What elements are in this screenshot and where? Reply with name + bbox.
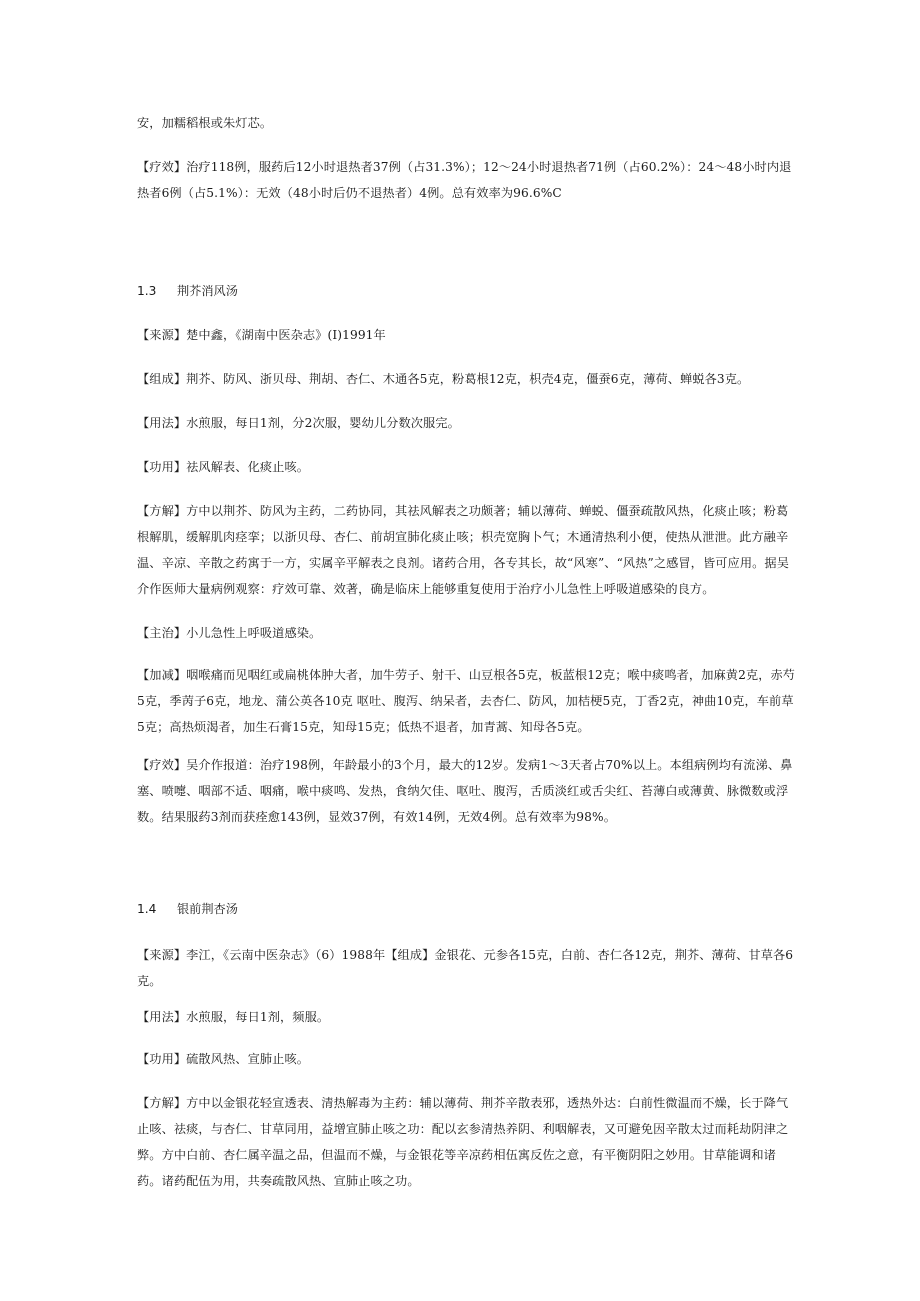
paragraph-efficacy: 【疗效】治疗118例，服药后12小时退热者37例（占31.3%）；12～24小时退热者71例（占60.2%）：24～48小时内退热者6例（占5.1%）：无效（48小时后仍不退热者）4例。总有效率为96.6%C (137, 160, 792, 200)
section-title: 银前荆杏汤 (177, 902, 238, 916)
section-heading-1-4 (137, 896, 238, 922)
paragraph-usage: 【用法】水煎服，每日1剂，频服。 (137, 1010, 330, 1024)
paragraph-function: 【功用】硫散风热、宣肺止咳。 (137, 1052, 310, 1066)
paragraph-modification: 【加减】咽喉痛而见咽红或扁桃体肿大者，加牛劳子、射干、山豆根各5克，板蓝根12克；喉中痰鸣者，加麻黄2克，赤芍5克，季苪子6克，地龙、蒲公英各10克 呕吐、腹泻、纳呆者，去杏仁、防风，加桔梗5克，丁香2克，神曲10克，车前草5克；高热烦渴者，加生石膏15克，知母15克；低热不退者，加青蒿、知母各5克。 (137, 668, 796, 734)
paragraph-explanation: 【方解】方中以金银花轻宣透表、清热解毒为主药：辅以薄荷、荆芥辛散表邪，透热外达：白前性微温而不燥，长于降气止咳、祛痰，与杏仁、甘草同用，益增宣肺止咳之功：配以玄参清热养阴、利咽解表，又可避免因辛散太过而耗劫阴津之弊。方中白前、杏仁属辛温之品，但温而不燥，与金银花等辛凉药相伍寓反佐之意，有平衡阴阳之妙用。甘草能调和诸药。诸药配伍为用，共奏疏散风热、宣肺止咳之功。 (137, 1096, 789, 1188)
section-title: 荆芥消风汤 (177, 284, 238, 298)
section-heading-1-3 (137, 278, 238, 304)
paragraph-continuation: 安，加糯稻根或朱灯芯。 (137, 116, 273, 130)
paragraph-source: 【来源】楚中鑫，《湖南中医杂志》(I)1991年 (137, 328, 386, 342)
paragraph-indication: 【主治】小儿急性上呼吸道感染。 (137, 626, 322, 640)
paragraph-function: 【功用】祛风解表、化痰止咳。 (137, 460, 310, 474)
paragraph-efficacy-1-3: 【疗效】吴介作报道：治疗198例，年龄最小的3个月，最大的12岁。发病1～3天者占70%以上。本组病例均有流涕、鼻塞、喷嚏、咽部不适、咽痛，喉中痰鸣、发热，食纳欠佳、呕吐、腹泻，舌质淡红或舌尖红、苔薄白或薄黄、脉微数或浮数。结果服药3剂而获痊愈143例，显效37例，有效14例，无效4例。总有效率为98%。 (137, 758, 793, 824)
section-number: 1.4 (137, 902, 157, 916)
paragraph-source-composition: 【来源】李江，《云南中医杂志》（6）1988年【组成】金银花、元参各15克，白前、杏仁各12克，荆芥、薄荷、甘草各6克。 (137, 948, 794, 988)
paragraph-explanation: 【方解】方中以荆芥、防风为主药，二药协同，其祛风解表之功颇著；辅以薄荷、蝉蜕、僵蚕疏散风热，化痰止咳；粉葛根解肌，缓解肌肉痉挛；以浙贝母、杏仁、前胡宣肺化痰止咳；枳壳宽胸卜气；木通清热利小便，使热从泄泄。此方融辛温、辛凉、辛散之药寓于一方，实属辛平解表之良剂。诸药合用，各专其长，故“风寒”、“风热”之感冒，皆可应用。据吴介作医师大量病例观察：疗效可靠、效著，确是临床上能够重复使用于治疗小儿急性上呼吸道感染的良方。 (137, 504, 789, 596)
paragraph-usage: 【用法】水煎服，每日1剂，分2次服，婴幼儿分数次服完。 (137, 416, 460, 430)
paragraph-composition: 【组成】荆芥、防风、浙贝母、荆胡、杏仁、木通各5克，粉葛根12克，枳壳4克，僵蚕6克，薄荷、蝉蜕各3克。 (137, 372, 750, 386)
section-number: 1.3 (137, 284, 157, 298)
